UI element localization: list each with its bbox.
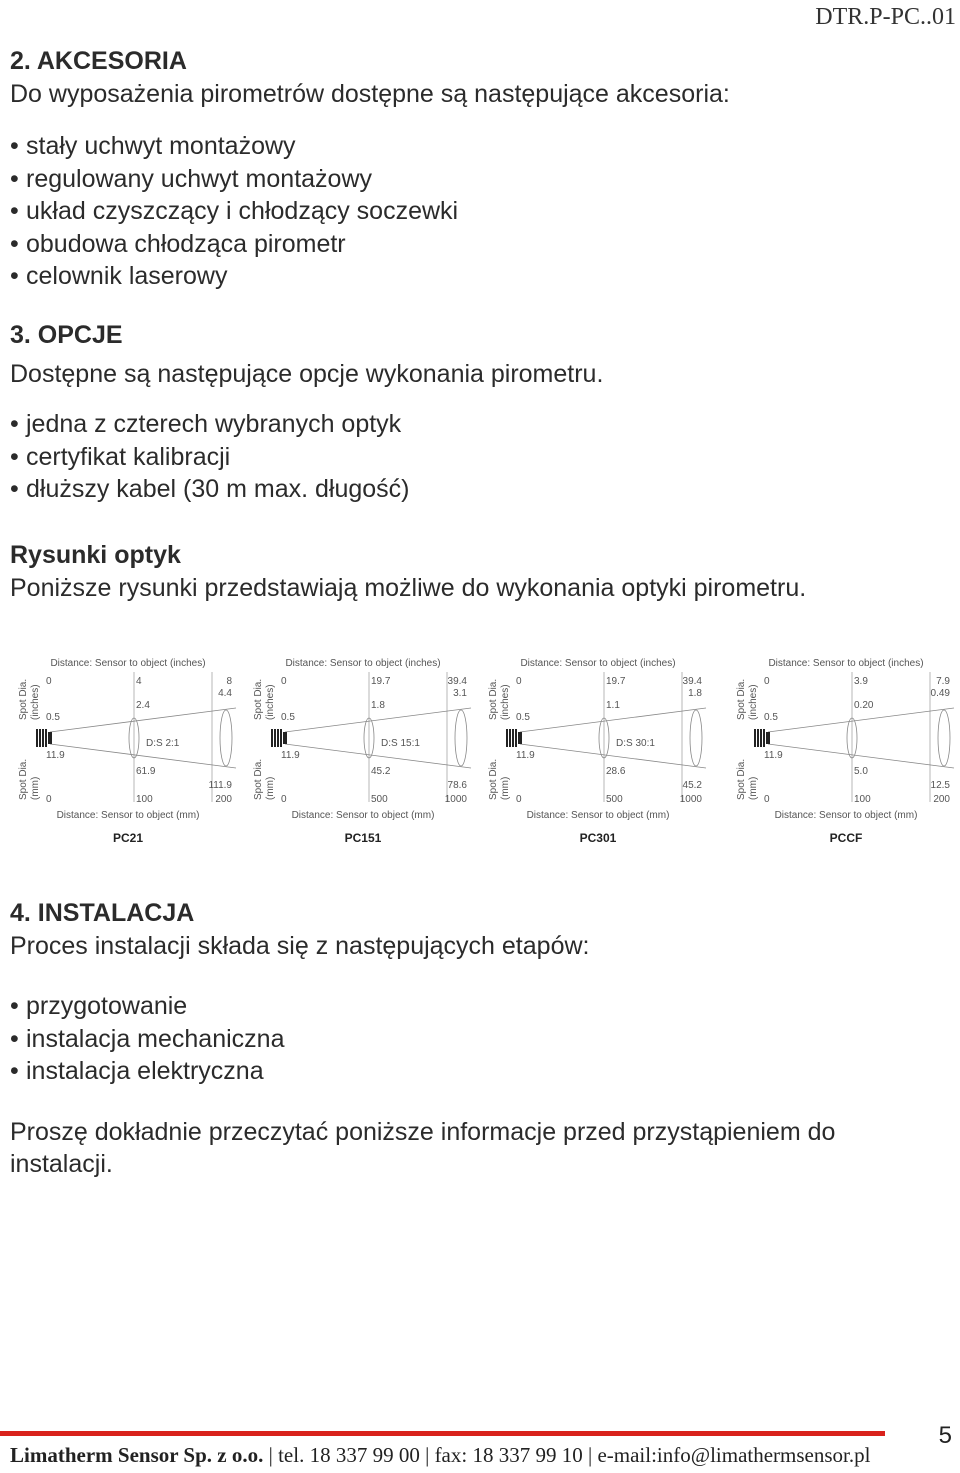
beam-cone	[768, 708, 954, 768]
installation-list	[10, 990, 940, 1088]
list-item: • celownik laserowy	[10, 260, 940, 293]
bottom-tick-label: 0	[46, 794, 52, 805]
bottom-tick-label: 0	[764, 794, 770, 805]
diagram-name: PC21	[112, 831, 144, 845]
top-tick-label: 0	[281, 676, 287, 687]
bottom-tick-label: 0	[516, 794, 522, 805]
inch-value: 4.4	[218, 688, 232, 699]
spot-ellipse	[455, 710, 467, 766]
list-item: • dłuższy kabel (30 m max. długość)	[10, 473, 940, 506]
top-tick-label: 19.7	[606, 676, 626, 687]
optics-diagram-svg	[249, 650, 479, 850]
optics-diagram-svg	[14, 650, 244, 850]
section-title: 3. OPCJE	[10, 321, 123, 349]
accessories-section	[10, 46, 940, 293]
inch-y-label: Spot Dia.(inches)	[253, 678, 276, 720]
spot-ellipse	[220, 710, 232, 766]
mm-value: 12.5	[930, 780, 950, 791]
optics-diagram-pc21	[14, 650, 244, 850]
top-axis-label: Distance: Sensor to object (inches)	[520, 658, 676, 669]
top-axis-label: Distance: Sensor to object (inches)	[50, 658, 206, 669]
sensor-lens-icon	[506, 729, 522, 747]
optics-diagram-pc301	[484, 650, 714, 850]
inch-value: 0.5	[281, 712, 295, 723]
diagram-name: PC151	[344, 831, 382, 845]
accessories-list	[10, 130, 940, 293]
footer-fax: fax: 18 337 99 10	[434, 1443, 583, 1467]
section-intro: Do wyposażenia pirometrów dostępne są następujące akcesoria:	[10, 80, 730, 108]
list-item: • instalacja mechaniczna	[10, 1023, 940, 1056]
optics-diagrams	[10, 650, 950, 850]
bottom-axis-label: Distance: Sensor to object (mm)	[291, 810, 435, 821]
mm-y-label: Spot Dia.(mm)	[18, 758, 41, 800]
top-tick-label: 3.9	[854, 676, 868, 687]
page-number: 5	[938, 1422, 952, 1449]
mm-value: 61.9	[136, 766, 156, 777]
mm-value: 45.2	[682, 780, 702, 791]
bottom-tick-label: 1000	[444, 794, 467, 805]
inch-value: 0.5	[46, 712, 60, 723]
mm-value: 11.9	[46, 750, 65, 761]
optics-diagram-pccf	[732, 650, 960, 850]
optics-diagram-pc151	[249, 650, 479, 850]
list-item: • instalacja elektryczna	[10, 1055, 940, 1088]
inch-y-label: Spot Dia.(inches)	[18, 678, 41, 720]
section-title: Rysunki optyk	[10, 541, 181, 569]
bottom-axis-label: Distance: Sensor to object (mm)	[56, 810, 200, 821]
options-section	[10, 320, 940, 506]
inch-value: 1.8	[371, 700, 385, 711]
inch-value: 0.49	[930, 688, 950, 699]
section-intro: Dostępne są następujące opcje wykonania pirometru.	[10, 360, 604, 388]
list-item: • układ czyszczący i chłodzący soczewki	[10, 195, 940, 228]
footer-company: Limatherm Sensor Sp. z o.o.	[10, 1443, 264, 1467]
list-item: • regulowany uchwyt montażowy	[10, 163, 940, 196]
document-code: DTR.P-PC..01	[815, 4, 956, 30]
inch-value: 1.1	[606, 700, 620, 711]
inch-value: 0.5	[516, 712, 530, 723]
bottom-tick-label: 0	[281, 794, 287, 805]
inch-value: 2.4	[136, 700, 150, 711]
bottom-tick-label: 200	[933, 794, 950, 805]
optics-section	[10, 540, 940, 604]
bottom-tick-label: 100	[854, 794, 871, 805]
bottom-axis-label: Distance: Sensor to object (mm)	[526, 810, 670, 821]
ds-ratio-label: D:S 30:1	[616, 738, 655, 749]
mm-value: 111.9	[208, 780, 232, 791]
options-list	[10, 408, 940, 506]
optics-diagram-svg	[484, 650, 714, 850]
installation-note: Proszę dokładnie przeczytać poniższe informacje przed przystąpieniem do instalacji.	[10, 1117, 836, 1178]
list-item: • stały uchwyt montażowy	[10, 130, 940, 163]
section-title: 2. AKCESORIA	[10, 47, 187, 75]
top-tick-label: 0	[764, 676, 770, 687]
top-axis-label: Distance: Sensor to object (inches)	[285, 658, 441, 669]
ds-ratio-label: D:S 15:1	[381, 738, 420, 749]
top-tick-label: 7.9	[936, 676, 950, 687]
inch-value: 0.20	[854, 700, 874, 711]
inch-value: 1.8	[688, 688, 702, 699]
sensor-lens-icon	[754, 729, 770, 747]
mm-value: 5.0	[854, 766, 868, 777]
top-tick-label: 0	[46, 676, 52, 687]
list-item: • certyfikat kalibracji	[10, 441, 940, 474]
beam-cone	[285, 708, 471, 768]
installation-section	[10, 898, 940, 1180]
beam-cone	[50, 708, 236, 768]
beam-cone	[520, 708, 706, 768]
diagram-name: PC301	[579, 831, 617, 845]
list-item: • przygotowanie	[10, 990, 940, 1023]
optics-diagram-svg	[732, 650, 960, 850]
section-intro: Proces instalacji składa się z następujących etapów:	[10, 932, 590, 960]
mm-value: 11.9	[764, 750, 783, 761]
inch-value: 3.1	[453, 688, 467, 699]
top-tick-label: 19.7	[371, 676, 391, 687]
mm-value: 45.2	[371, 766, 391, 777]
top-tick-label: 39.4	[682, 676, 702, 687]
top-tick-label: 39.4	[447, 676, 467, 687]
bottom-axis-label: Distance: Sensor to object (mm)	[774, 810, 918, 821]
mm-y-label: Spot Dia.(mm)	[488, 758, 511, 800]
section-intro: Poniższe rysunki przedstawiają możliwe do wykonania optyki pirometru.	[10, 574, 807, 602]
bottom-tick-label: 1000	[679, 794, 702, 805]
footer-email[interactable]: e-mail:info@limathermsensor.pl	[597, 1443, 871, 1467]
spot-ellipse	[938, 710, 950, 766]
top-tick-label: 0	[516, 676, 522, 687]
section-title: 4. INSTALACJA	[10, 899, 195, 927]
mm-value: 28.6	[606, 766, 626, 777]
list-item: • jedna z czterech wybranych optyk	[10, 408, 940, 441]
top-tick-label: 8	[226, 676, 232, 687]
mm-y-label: Spot Dia.(mm)	[736, 758, 759, 800]
bottom-tick-label: 500	[606, 794, 623, 805]
bottom-tick-label: 100	[136, 794, 153, 805]
top-tick-label: 4	[136, 676, 142, 687]
footer-tel: tel. 18 337 99 00	[278, 1443, 420, 1467]
mm-y-label: Spot Dia.(mm)	[253, 758, 276, 800]
ds-ratio-label: D:S 2:1	[146, 738, 180, 749]
mm-value: 78.6	[447, 780, 467, 791]
bottom-tick-label: 200	[215, 794, 232, 805]
inch-y-label: Spot Dia.(inches)	[736, 678, 759, 720]
spot-ellipse	[690, 710, 702, 766]
mm-value: 11.9	[281, 750, 300, 761]
mm-value: 11.9	[516, 750, 535, 761]
sensor-lens-icon	[36, 729, 52, 747]
footer: Limatherm Sensor Sp. z o.o. | tel. 18 337 99 00 | fax: 18 337 99 10 | e-mail:info@limathermsensor.pl	[10, 1443, 871, 1467]
top-axis-label: Distance: Sensor to object (inches)	[768, 658, 924, 669]
footer-accent-bar	[0, 1431, 885, 1436]
inch-y-label: Spot Dia.(inches)	[488, 678, 511, 720]
diagram-name: PCCF	[829, 831, 863, 845]
sensor-lens-icon	[271, 729, 287, 747]
bottom-tick-label: 500	[371, 794, 388, 805]
list-item: • obudowa chłodząca pirometr	[10, 228, 940, 261]
inch-value: 0.5	[764, 712, 778, 723]
